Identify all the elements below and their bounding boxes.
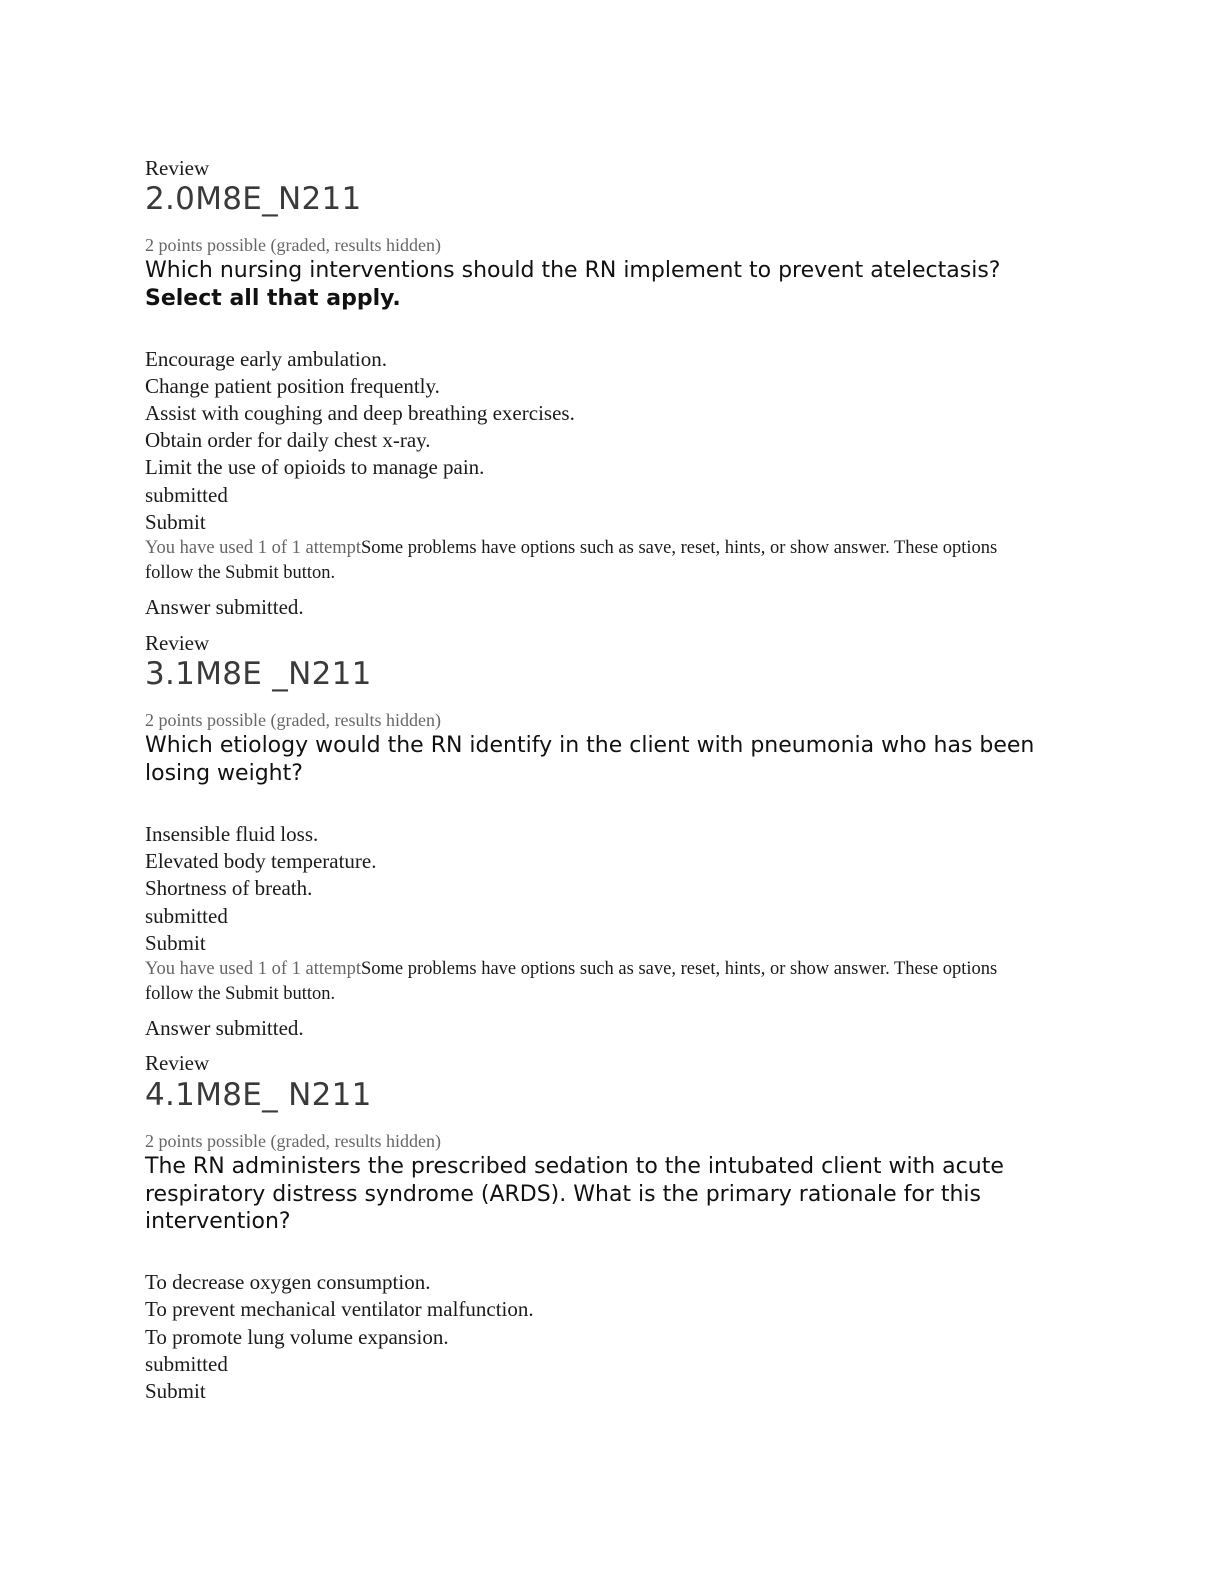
answer-option[interactable]: Change patient position frequently.	[145, 374, 440, 398]
answer-option[interactable]: Assist with coughing and deep breathing exercises.	[145, 401, 575, 425]
submission-status: submitted	[145, 483, 228, 507]
submit-button[interactable]: Submit	[145, 1379, 206, 1403]
question-text: The RN administers the prescribed sedation to the intubated client with acute respiratory distress syndrome (ARDS). What is the primary rationale for this intervention?	[145, 1154, 1004, 1234]
points-possible: 2 points possible (graded, results hidden)	[145, 1131, 441, 1151]
submission-status: submitted	[145, 1352, 228, 1376]
answer-option[interactable]: Shortness of breath.	[145, 876, 313, 900]
review-label: Review	[145, 1051, 210, 1075]
submit-button[interactable]: Submit	[145, 510, 206, 534]
points-possible: 2 points possible (graded, results hidden)	[145, 235, 441, 255]
attempts-used: You have used 1 of 1 attempt	[145, 959, 361, 979]
answer-submitted-message: Answer submitted.	[145, 595, 304, 619]
answer-option[interactable]: Obtain order for daily chest x-ray.	[145, 428, 431, 452]
problem-title: 3.1M8E _N211	[145, 656, 372, 692]
question-body: Which nursing interventions should the RN implement to prevent atelectasis?	[145, 258, 1001, 283]
submit-button[interactable]: Submit	[145, 931, 206, 955]
submission-status: submitted	[145, 904, 228, 928]
answer-option[interactable]: To decrease oxygen consumption.	[145, 1270, 431, 1294]
question-text: Which etiology would the RN identify in the client with pneumonia who has been losing weight?	[145, 733, 1035, 786]
answer-option[interactable]: Limit the use of opioids to manage pain.	[145, 455, 485, 479]
answer-option[interactable]: To prevent mechanical ventilator malfunction.	[145, 1297, 534, 1321]
answer-submitted-message: Answer submitted.	[145, 1016, 304, 1040]
points-possible: 2 points possible (graded, results hidden)	[145, 710, 441, 730]
answer-option[interactable]: Elevated body temperature.	[145, 849, 377, 873]
question-emphasis: Select all that apply.	[145, 285, 401, 311]
answer-option[interactable]: Encourage early ambulation.	[145, 347, 387, 371]
review-label: Review	[145, 156, 210, 180]
question-text	[145, 257, 1045, 312]
review-label: Review	[145, 631, 210, 655]
problem-title: 2.0M8E_N211	[145, 181, 362, 217]
answer-option[interactable]: To promote lung volume expansion.	[145, 1325, 449, 1349]
attempts-note: Some problems have options such as save, reset, hints, or show answer. These options follow the Submit button.	[145, 538, 998, 583]
attempts-info	[145, 957, 1045, 1007]
attempts-note: Some problems have options such as save, reset, hints, or show answer. These options follow the Submit button.	[145, 959, 998, 1004]
answer-option[interactable]: Insensible fluid loss.	[145, 822, 319, 846]
problem-title: 4.1M8E_ N211	[145, 1077, 372, 1113]
attempts-info	[145, 536, 1045, 586]
attempts-used: You have used 1 of 1 attempt	[145, 538, 361, 558]
